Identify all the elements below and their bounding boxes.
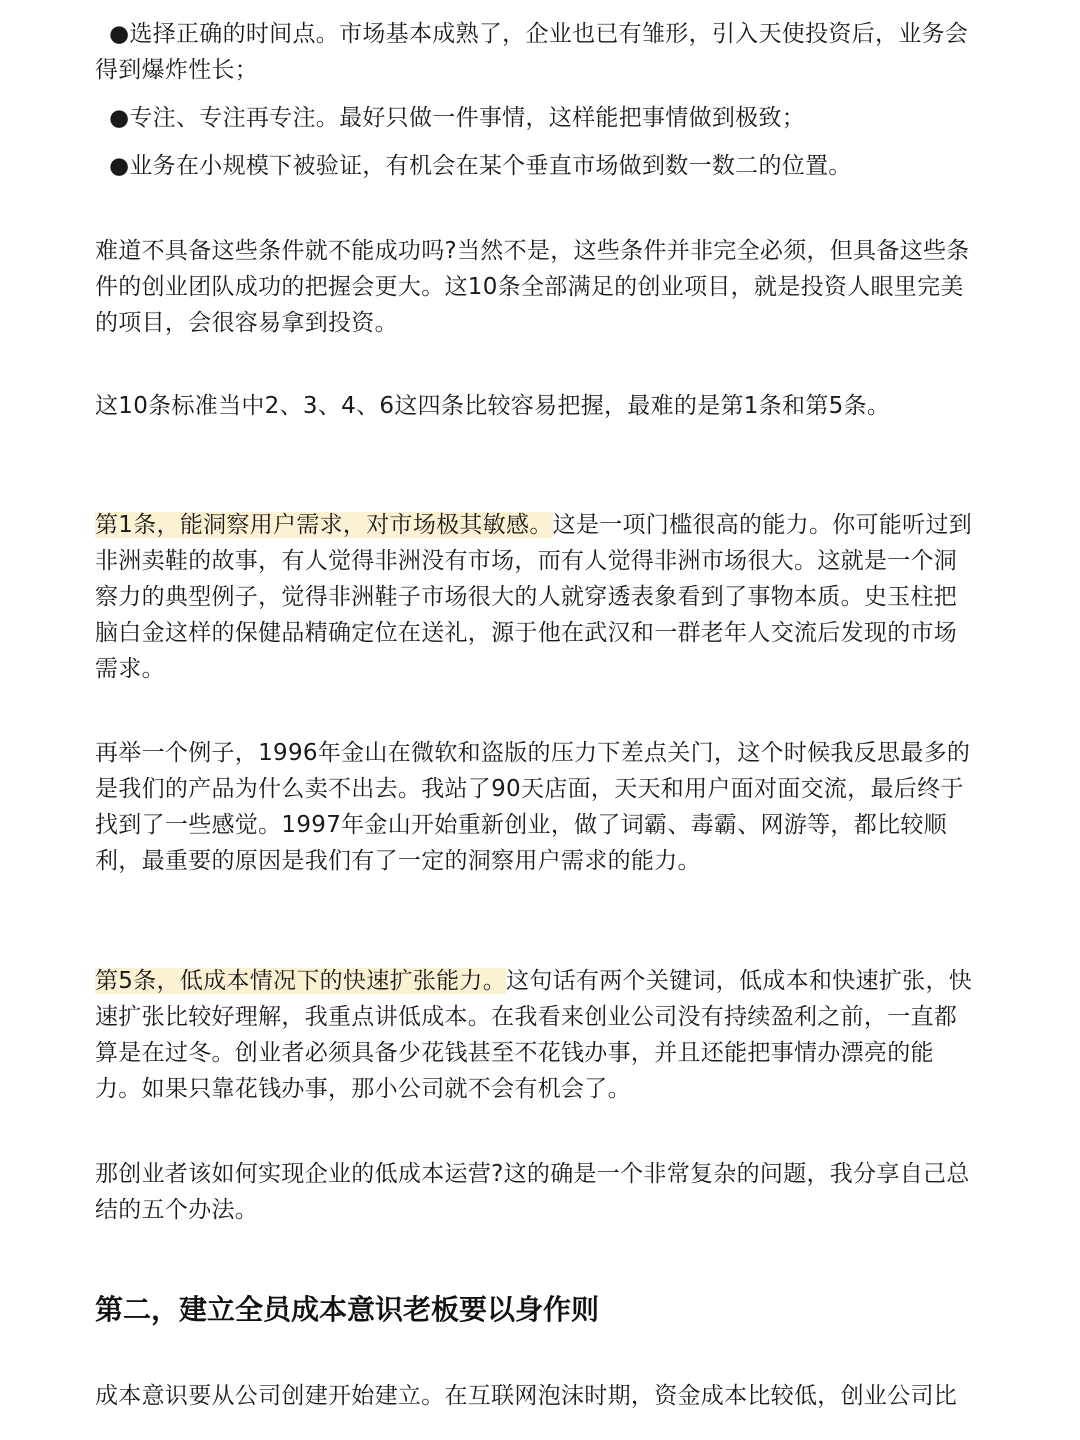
paragraph-line: 难道不具备这些条件就不能成功吗?当然不是，这些条件并非完全必须，但具备这些条 (95, 238, 970, 264)
paragraph-line: 算是在过冬。创业者必须具备少花钱甚至不花钱办事，并且还能把事情办漂亮的能 (95, 1040, 934, 1066)
paragraph-line: 速扩张比较好理解，我重点讲低成本。在我看来创业公司没有持续盈利之前，一直都 (95, 1004, 958, 1030)
paragraph-line: 脑白金这样的保健品精确定位在送礼，源于他在武汉和一群老年人交流后发现的市场 (95, 620, 958, 646)
bullet-item-timing (95, 16, 1000, 88)
bullet-item-focus (95, 100, 1000, 136)
paragraph-line: 找到了一些感觉。1997年金山开始重新创业，做了词霸、毒霸、网游等，都比较顺 (95, 812, 947, 838)
paragraph-standards (95, 388, 1000, 424)
paragraph-item-1 (95, 507, 1000, 687)
paragraph-example (95, 735, 1000, 879)
paragraph-line: 这句话有两个关键词，低成本和快速扩张，快 (506, 968, 973, 994)
bullet-text: 业务在小规模下被验证，有机会在某个垂直市场做到数一数二的位置。 (129, 153, 852, 179)
bullet-text: 选择正确的时间点。市场基本成熟了，企业也已有雏形，引入天使投资后，业务会 (129, 21, 969, 47)
paragraph-line: 非洲卖鞋的故事，有人觉得非洲没有市场，而有人觉得非洲市场很大。这就是一个洞 (95, 548, 958, 574)
paragraph-conditions (95, 233, 1000, 341)
bullet-mark: ● (109, 105, 130, 131)
paragraph-line: 件的创业团队成功的把握会更大。这10条全部满足的创业项目，就是投资人眼里完美 (95, 274, 964, 300)
bullet-item-validation (95, 148, 1000, 184)
paragraph-line: 这是一项门槛很高的能力。你可能听过到 (552, 512, 973, 538)
paragraph-line: 需求。 (95, 656, 165, 682)
paragraph-line: 再举一个例子，1996年金山在微软和盗版的压力下差点关门，这个时候我反思最多的 (95, 740, 971, 766)
bullet-mark: ● (109, 153, 130, 179)
paragraph-cost-awareness (95, 1378, 1000, 1414)
highlighted-item-1-title: 第1条，能洞察用户需求，对市场极其敏感。 (95, 512, 553, 538)
paragraph-item-5 (95, 963, 1000, 1107)
paragraph-line: 力。如果只靠花钱办事，那小公司就不会有机会了。 (95, 1076, 631, 1102)
highlighted-item-5-title: 第5条，低成本情况下的快速扩张能力。 (95, 968, 507, 994)
paragraph-line: 结的五个办法。 (95, 1197, 259, 1223)
paragraph-line: 这10条标准当中2、3、4、6这四条比较容易把握，最难的是第1条和第5条。 (95, 393, 891, 419)
paragraph-line: 成本意识要从公司创建开始建立。在互联网泡沫时期，资金成本比较低，创业公司比 (95, 1383, 958, 1409)
paragraph-line: 利，最重要的原因是我们有了一定的洞察用户需求的能力。 (95, 848, 701, 874)
paragraph-line: 是我们的产品为什么卖不出去。我站了90天店面，天天和用户面对面交流，最后终于 (95, 776, 964, 802)
bullet-text-continued: 得到爆炸性长； (95, 57, 259, 83)
paragraph-line: 察力的典型例子，觉得非洲鞋子市场很大的人就穿透表象看到了事物本质。史玉柱把 (95, 584, 958, 610)
section-heading: 第二，建立全员成本意识老板要以身作则 (95, 1293, 600, 1326)
bullet-text: 专注、专注再专注。最好只做一件事情，这样能把事情做到极致； (129, 105, 806, 131)
paragraph-question (95, 1156, 1000, 1228)
paragraph-line: 那创业者该如何实现企业的低成本运营?这的确是一个非常复杂的问题，我分享自己总 (95, 1161, 970, 1187)
paragraph-line: 的项目，会很容易拿到投资。 (95, 310, 398, 336)
bullet-mark: ● (109, 21, 130, 47)
